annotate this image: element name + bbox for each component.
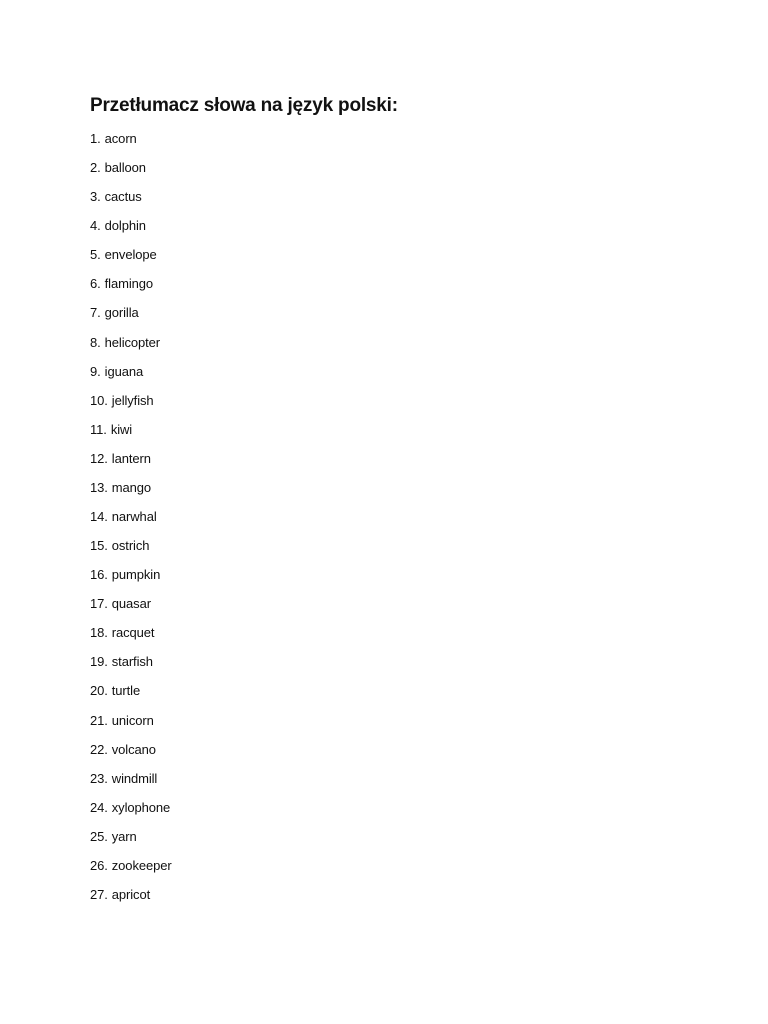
item-number: 26. bbox=[90, 857, 108, 873]
item-word: iguana bbox=[104, 363, 144, 379]
item-number: 2. bbox=[90, 160, 101, 176]
item-number: 7. bbox=[90, 305, 101, 321]
item-word: narwhal bbox=[111, 509, 157, 525]
item-word: gorilla bbox=[104, 305, 139, 321]
item-word: jellyfish bbox=[111, 392, 154, 408]
item-word: yarn bbox=[111, 828, 137, 844]
item-number: 20. bbox=[90, 683, 108, 699]
item-word: quasar bbox=[111, 596, 151, 612]
item-word: kiwi bbox=[110, 421, 133, 437]
item-number: 19. bbox=[90, 654, 108, 670]
item-number: 9. bbox=[90, 363, 101, 379]
list-item bbox=[90, 129, 172, 158]
list-item bbox=[90, 652, 172, 681]
list-item bbox=[90, 449, 172, 478]
item-word: balloon bbox=[104, 160, 146, 176]
item-number: 15. bbox=[90, 538, 108, 554]
item-word: unicorn bbox=[111, 712, 154, 728]
list-item bbox=[90, 885, 172, 914]
list-item bbox=[90, 245, 172, 274]
list-item bbox=[90, 158, 172, 187]
item-word: xylophone bbox=[111, 799, 171, 815]
item-number: 18. bbox=[90, 625, 108, 641]
list-item bbox=[90, 507, 172, 536]
item-number: 5. bbox=[90, 247, 101, 263]
list-item bbox=[90, 594, 172, 623]
item-word: cactus bbox=[104, 189, 142, 205]
list-item bbox=[90, 478, 172, 507]
item-number: 24. bbox=[90, 799, 108, 815]
item-word: racquet bbox=[111, 625, 155, 641]
item-number: 1. bbox=[90, 131, 101, 146]
item-word: ostrich bbox=[111, 538, 150, 554]
list-item bbox=[90, 856, 172, 885]
page-title: Przetłumacz słowa na język polski: bbox=[90, 95, 398, 116]
list-item bbox=[90, 216, 172, 245]
item-word: envelope bbox=[104, 247, 157, 263]
item-number: 25. bbox=[90, 828, 108, 844]
item-number: 16. bbox=[90, 567, 108, 583]
list-item bbox=[90, 623, 172, 652]
list-item bbox=[90, 362, 172, 391]
item-word: pumpkin bbox=[111, 567, 161, 583]
list-item bbox=[90, 420, 172, 449]
item-number: 11. bbox=[90, 421, 107, 437]
item-number: 12. bbox=[90, 450, 108, 466]
list-item bbox=[90, 274, 172, 303]
list-item bbox=[90, 798, 172, 827]
item-number: 8. bbox=[90, 334, 101, 350]
list-item bbox=[90, 769, 172, 798]
item-word: volcano bbox=[111, 741, 156, 757]
item-number: 14. bbox=[90, 509, 108, 525]
item-number: 4. bbox=[90, 218, 101, 234]
list-item bbox=[90, 303, 172, 332]
list-item bbox=[90, 827, 172, 856]
item-number: 21. bbox=[90, 712, 108, 728]
list-item bbox=[90, 740, 172, 769]
item-number: 17. bbox=[90, 596, 108, 612]
list-item bbox=[90, 391, 172, 420]
list-item bbox=[90, 187, 172, 216]
list-item bbox=[90, 681, 172, 710]
item-number: 10. bbox=[90, 392, 108, 408]
list-item bbox=[90, 333, 172, 362]
list-item bbox=[90, 711, 172, 740]
item-number: 3. bbox=[90, 189, 101, 205]
item-word: helicopter bbox=[104, 334, 161, 350]
item-word: zookeeper bbox=[111, 857, 172, 873]
item-number: 6. bbox=[90, 276, 101, 292]
item-word: acorn bbox=[104, 131, 137, 146]
item-word: starfish bbox=[111, 654, 153, 670]
item-word: turtle bbox=[111, 683, 141, 699]
item-word: mango bbox=[111, 479, 152, 495]
list-item bbox=[90, 536, 172, 565]
item-number: 13. bbox=[90, 479, 108, 495]
item-word: dolphin bbox=[104, 218, 146, 234]
item-word: apricot bbox=[111, 887, 151, 903]
item-word: windmill bbox=[111, 770, 158, 786]
item-word: lantern bbox=[111, 450, 151, 466]
item-word: flamingo bbox=[104, 276, 153, 292]
word-list bbox=[90, 129, 172, 914]
item-number: 27. bbox=[90, 887, 108, 903]
item-number: 22. bbox=[90, 741, 108, 757]
list-item bbox=[90, 565, 172, 594]
item-number: 23. bbox=[90, 770, 108, 786]
